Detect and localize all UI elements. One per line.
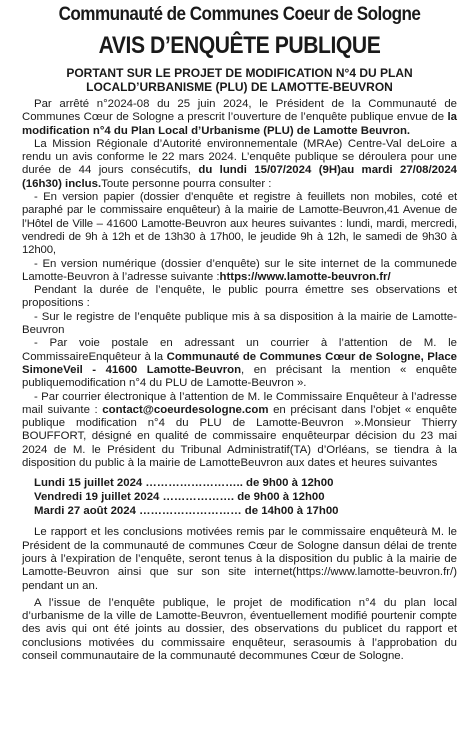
arrete-bold: la modification n°4 du Plan Local d’Urbanisme (PLU) de Lamotte Beuvron. [22, 111, 457, 137]
email-text: - Par courrier électronique à l’attention de M. le Commissaire Enquêteur à l’adresse mail suivante : [22, 390, 457, 416]
postal-tail: , en précisant la mention « enquête publiquemodification n°4 du PLU de Lamotte-Beuvron ». [22, 363, 457, 390]
subtitle-line-2: LOCALD’URBANISME (PLU) DE LAMOTTE-BEUVRON [86, 79, 393, 94]
paragraph-report: Le rapport et les conclusions motivées remis par le commissaire enquêteurà M. le Président de la communauté de communes Cœur de Sologne dansun délai de trente jours à l’expiration de l’enquête, seront tenus à la disposition du public à la mairie de Lamotte-Beuvron ainsi que sur son site internet(https://www.lamotte-beuvron.fr/) pendant un an. [22, 526, 457, 592]
postal-text: - Par voie postale en adressant un courrier à l’attention de M. le CommissaireEnquêteur à la [22, 337, 457, 363]
paragraph-arrete [22, 98, 457, 138]
paragraph-register: - Sur le registre de l’enquête publique mis à sa disposition à la mairie de Lamotte-Beuvron [22, 310, 457, 337]
paragraph-email [22, 391, 457, 471]
date-line: Vendredi 19 juillet 2024 ………………. de 9h00 à 12h00 [34, 491, 325, 504]
paragraph-paper-version: - En version papier (dossier d’enquête et registre à feuillets non mobiles, coté et paraphé par le commissaire enquêteur) à la mairie de Lamotte-Beuvron,41 Avenue de l’Hôtel de Ville – 41600 Lamotte-Beuvron aux heures suivantes : lundi, mardi, mercredi, vendredi de 9h à 12h et de 13h30 à 17h00, le jeudide 9h à 12h, le samedi de 9h30 à 12h00, [22, 191, 457, 257]
digital-text: - En version numérique (dossier d’enquête) sur le site internet de la communede Lamotte-Beuvron à l’adresse suivante : [22, 257, 457, 283]
website-link[interactable]: https://www.lamotte-beuvron.fr/ [219, 270, 391, 283]
duration-dates: du lundi 15/07/2024 (9H)au mardi 27/08/2024 (16h30) inclus. [22, 164, 457, 190]
notice-title: AVIS D’ENQUÊTE PUBLIQUE [98, 32, 381, 59]
paragraph-digital-version [22, 258, 457, 285]
postal-address: Communauté de Communes Cœur de Sologne, Place SimoneVeil - 41600 Lamotte-Beuvron [22, 350, 457, 376]
permanence-dates [22, 476, 457, 518]
date-line: Mardi 27 août 2024 ……………………… de 14h00 à 17h00 [34, 505, 339, 518]
paragraph-postal [22, 337, 457, 390]
arrete-text: Par arrêté n°2024-08 du 25 juin 2024, le Président de la Communauté de Communes Cœur de Sologne a prescrit l’ouverture de l’enquête publique envue de [22, 98, 457, 124]
paragraph-conclusion: A l’issue de l’enquête publique, le projet de modification n°4 du plan local d’urbanisme de la ville de Lamotte-Beuvron, éventuellement modifié pourtenir compte des avis qui ont été joints au dossier, des observations du publicet du rapport et conclusions motivées du commissaire enquêteur, serasoumis à l’approbation du conseil communautaire de la communauté decommunes Cœur de Sologne. [22, 596, 457, 662]
paragraph-observations: Pendant la durée de l’enquête, le public pourra émettre ses observations et propositions : [22, 284, 457, 310]
subtitle-line-1: PORTANT SUR LE PROJET DE MODIFICATION N°4 DU PLAN [66, 66, 413, 80]
notice-subtitle [22, 67, 457, 94]
date-line: Lundi 15 juillet 2024 …………………….. de 9h00 à 12h00 [34, 477, 334, 490]
duration-text: La Mission Régionale d’Autorité environnementale (MRAe) Centre-Val deLoire a rendu un avis conforme le 22 mars 2024. L’enquête publique se déroulera pour une durée de 44 jours consécutifs, [22, 137, 457, 177]
email-address[interactable]: contact@coeurdesologne.com [102, 403, 269, 416]
duration-tail: Toute personne pourra consulter : [101, 177, 272, 190]
email-tail: en précisant dans l’objet « enquête publique modification n°4 du PLU de Lamotte-Beuvron ».Monsieur Thierry BOUFFORT, désigné en qualité de commissaire enquêteurpar décision du 23 mai 2024 de M. le Président du Tribunal Administratif(TA) d’Orléans, se tiendra à la disposition du public à la mairie de LamotteBeuvron aux dates et heures suivantes [22, 403, 457, 470]
organization-name: Communauté de Communes Coeur de Sologne [58, 4, 421, 25]
paragraph-duration [22, 138, 457, 191]
